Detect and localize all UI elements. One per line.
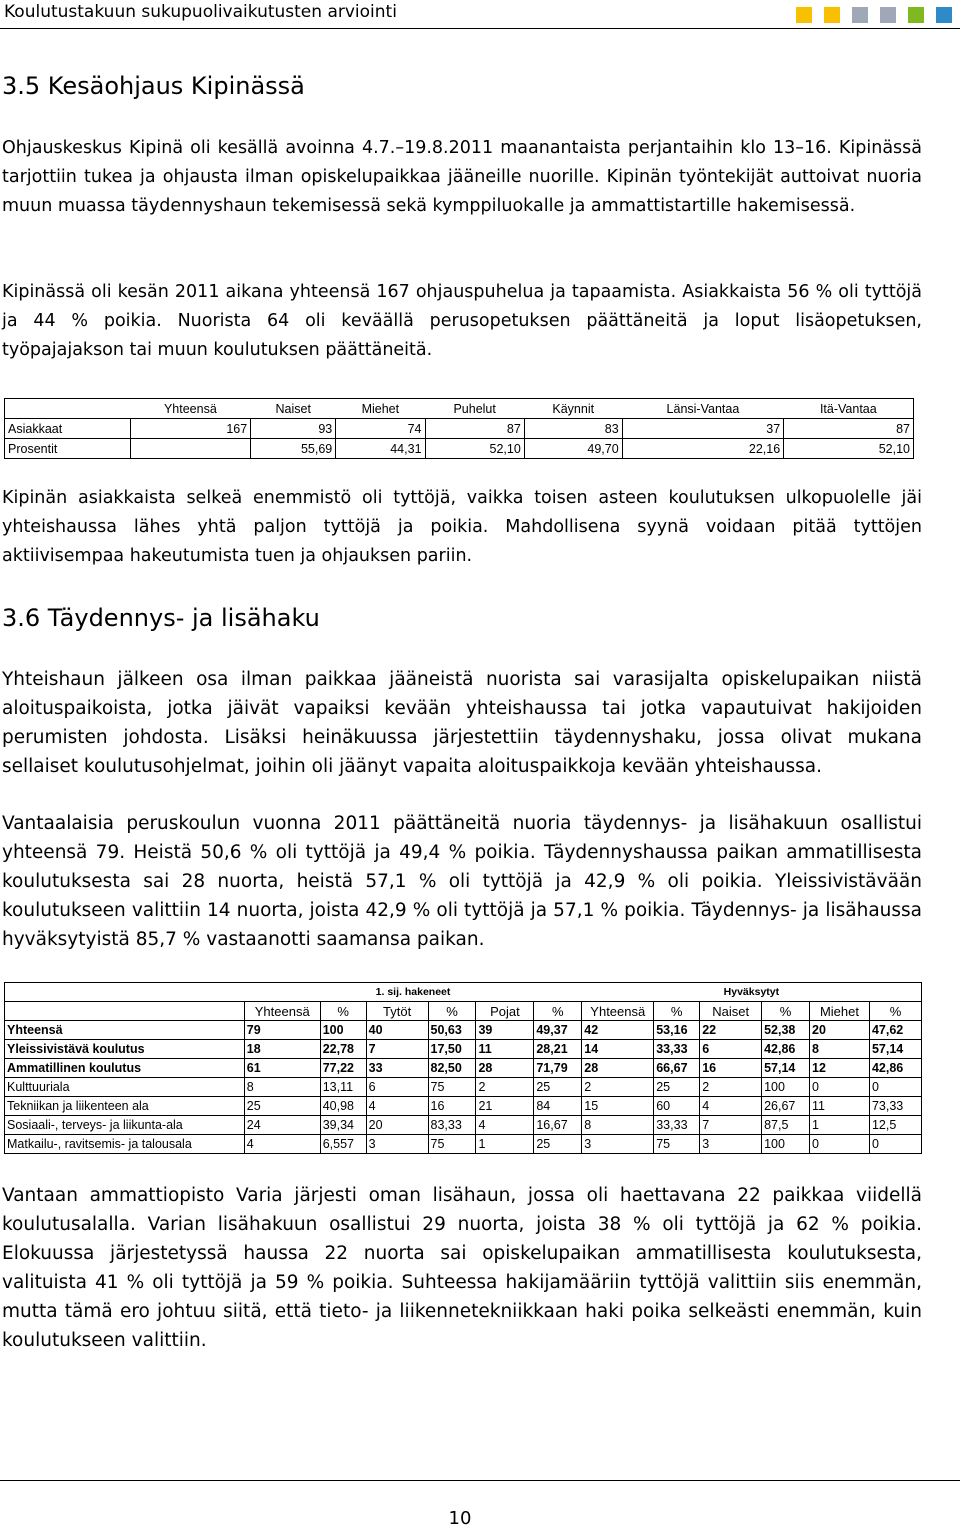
table-group-spacer: [5, 983, 245, 1002]
table-cell: 22: [700, 1021, 762, 1040]
table-header-cell: Länsi-Vantaa: [622, 399, 784, 419]
table-cell: 26,67: [762, 1097, 810, 1116]
table-cell: 16,67: [534, 1116, 582, 1135]
table-header-row: [5, 399, 914, 419]
kipina-stats-table: [4, 398, 914, 459]
table-cell: 57,14: [869, 1040, 921, 1059]
table-cell: 73,33: [869, 1097, 921, 1116]
table-cell: 42,86: [869, 1059, 921, 1078]
table-cell: 83,33: [428, 1116, 476, 1135]
table-cell: 33,33: [654, 1040, 700, 1059]
table-header-cell: Tytöt: [366, 1002, 428, 1021]
table-header-cell: Itä-Vantaa: [784, 399, 914, 419]
table-cell: 75: [428, 1135, 476, 1154]
table-cell: 25: [534, 1135, 582, 1154]
table-cell: 74: [336, 419, 425, 439]
table-cell: 100: [762, 1078, 810, 1097]
table-cell: 2: [700, 1078, 762, 1097]
section-heading-3-5: 3.5 Kesäohjaus Kipinässä: [2, 72, 305, 100]
table-group-header: Hyväksytyt: [582, 983, 922, 1002]
page-header: [0, 0, 960, 29]
table-cell: 15: [582, 1097, 654, 1116]
table-row: [5, 1116, 922, 1135]
table-cell: 17,50: [428, 1040, 476, 1059]
table-cell: 28: [476, 1059, 534, 1078]
table-cell: Prosentit: [5, 439, 131, 459]
table-cell: 42,86: [762, 1040, 810, 1059]
table-header-cell: Miehet: [810, 1002, 870, 1021]
table-cell: 167: [130, 419, 251, 439]
decor-square-4: [880, 7, 896, 23]
table-cell: 37: [622, 419, 784, 439]
table-cell: 47,62: [869, 1021, 921, 1040]
table-cell: 57,14: [762, 1059, 810, 1078]
table-cell: 4: [476, 1116, 534, 1135]
table-cell: 52,38: [762, 1021, 810, 1040]
table-cell: 6: [366, 1078, 428, 1097]
table-cell: 12,5: [869, 1116, 921, 1135]
decor-square-6: [936, 7, 952, 23]
table-group-header-row: [5, 983, 922, 1002]
table-cell: 84: [534, 1097, 582, 1116]
table-row-label: Kulttuuriala: [5, 1078, 245, 1097]
supplementary-application-table: [4, 982, 922, 1154]
table-cell: 87: [784, 419, 914, 439]
table-row: [5, 1040, 922, 1059]
paragraph: Yhteishaun jälkeen osa ilman paikkaa jääneistä nuorista sai varasijalta opiskelupaikan niistä aloituspaikoista, jotka jäivät vapaiksi kevään yhteishaussa tai jotka vapautuivat hakijoiden perumisten johdosta. Lisäksi heinäkuussa järjestettiin täydennyshaku, jossa olivat mukana sellaiset koulutusohjelmat, joihin oli jäänyt vapaita aloituspaikkoja kevään yhteishaussa.: [2, 669, 922, 777]
table-cell: 4: [366, 1097, 428, 1116]
table-row: [5, 1021, 922, 1040]
table-cell: 22,16: [622, 439, 784, 459]
table-header-cell: %: [320, 1002, 366, 1021]
table-cell: 49,37: [534, 1021, 582, 1040]
table-cell: 60: [654, 1097, 700, 1116]
table-cell: 53,16: [654, 1021, 700, 1040]
table-cell: 4: [244, 1135, 320, 1154]
table-cell: 100: [320, 1021, 366, 1040]
table-cell: 20: [810, 1021, 870, 1040]
table-cell: 24: [244, 1116, 320, 1135]
table-cell: 11: [476, 1040, 534, 1059]
table-cell: 0: [810, 1078, 870, 1097]
table-row-label: Ammatillinen koulutus: [5, 1059, 245, 1078]
table-cell: 39: [476, 1021, 534, 1040]
table-cell: 0: [810, 1135, 870, 1154]
table-cell: 0: [869, 1135, 921, 1154]
table-cell: 61: [244, 1059, 320, 1078]
section-heading-3-6: 3.6 Täydennys- ja lisähaku: [2, 604, 320, 632]
decor-square-3: [852, 7, 868, 23]
table-cell: 49,70: [524, 439, 622, 459]
table-cell: 44,31: [336, 439, 425, 459]
table-cell: 18: [244, 1040, 320, 1059]
table-header-cell: %: [762, 1002, 810, 1021]
document-title: Koulutustakuun sukupuolivaikutusten arviointi: [4, 2, 397, 22]
paragraph: Kipinän asiakkaista selkeä enemmistö oli tyttöjä, vaikka toisen asteen koulutuksen ulkopuolelle jäi yhteishaussa lähes yhtä paljon tyttöjä ja poikia. Mahdollisena syynä voidaan pitää tyttöjen aktiivisempaa hakeutumista tuen ja ohjauksen pariin.: [2, 488, 922, 566]
table-header-cell: [5, 399, 131, 419]
table-cell: 33,33: [654, 1116, 700, 1135]
table-cell: 2: [476, 1078, 534, 1097]
page-number: 10: [448, 1508, 472, 1529]
table-header-cell: Naiset: [700, 1002, 762, 1021]
table-row: [5, 1097, 922, 1116]
table-cell: Asiakkaat: [5, 419, 131, 439]
table-cell: 28,21: [534, 1040, 582, 1059]
table-group-header: 1. sij. hakeneet: [375, 986, 451, 998]
table-cell: 77,22: [320, 1059, 366, 1078]
table-cell: 25: [534, 1078, 582, 1097]
table-cell: 79: [244, 1021, 320, 1040]
header-decoration: [796, 7, 952, 23]
table-header-cell: Käynnit: [524, 399, 622, 419]
table-cell: 50,63: [428, 1021, 476, 1040]
table-row: [5, 419, 914, 439]
table-cell: 52,10: [784, 439, 914, 459]
paragraph: Ohjauskeskus Kipinä oli kesällä avoinna 4.7.–19.8.2011 maanantaista perjantaihin klo 13–16. Kipinässä tarjottiin tukea ja ohjausta ilman opiskelupaikkaa jääneille nuorille. Kipinän työntekijät auttoivat nuoria muun muassa täydennyshaun tekemisessä sekä kymppiluokalle ja ammattistartille hakemisessä.: [2, 138, 922, 216]
table-header-cell: Yhteensä: [582, 1002, 654, 1021]
table-header-cell: %: [428, 1002, 476, 1021]
table-header-cell: Pojat: [476, 1002, 534, 1021]
table-cell: 52,10: [425, 439, 524, 459]
table-cell: 40: [366, 1021, 428, 1040]
table-cell: 83: [524, 419, 622, 439]
table-cell: 3: [582, 1135, 654, 1154]
table-cell: 87,5: [762, 1116, 810, 1135]
table-cell: 2: [582, 1078, 654, 1097]
table-row-label: Tekniikan ja liikenteen ala: [5, 1097, 245, 1116]
table-header-cell: Yhteensä: [130, 399, 251, 419]
table-cell: 75: [654, 1135, 700, 1154]
table-header-cell: %: [654, 1002, 700, 1021]
table-cell: 82,50: [428, 1059, 476, 1078]
table-cell: 25: [654, 1078, 700, 1097]
table-cell: 16: [700, 1059, 762, 1078]
table-header-cell: Miehet: [336, 399, 425, 419]
table-header-cell: Yhteensä: [244, 1002, 320, 1021]
table-cell: 55,69: [251, 439, 336, 459]
footer-divider: [0, 1480, 960, 1481]
decor-square-2: [824, 7, 840, 23]
table-row: [5, 1078, 922, 1097]
table-cell: 8: [810, 1040, 870, 1059]
table-header-cell: %: [534, 1002, 582, 1021]
table-cell: 6,557: [320, 1135, 366, 1154]
table-header-row: [5, 1002, 922, 1021]
table-cell: 39,34: [320, 1116, 366, 1135]
table-row: [5, 439, 914, 459]
table-cell: 21: [476, 1097, 534, 1116]
table-row: [5, 1059, 922, 1078]
table-cell: 8: [244, 1078, 320, 1097]
table-header-cell: Naiset: [251, 399, 336, 419]
table-header-cell: Puhelut: [425, 399, 524, 419]
table-cell: 11: [810, 1097, 870, 1116]
table-cell: 93: [251, 419, 336, 439]
table-cell: 7: [700, 1116, 762, 1135]
table-cell: 7: [366, 1040, 428, 1059]
table-cell: 14: [582, 1040, 654, 1059]
table-cell: 22,78: [320, 1040, 366, 1059]
decor-square-5: [908, 7, 924, 23]
table-cell: 75: [428, 1078, 476, 1097]
table-cell: 42: [582, 1021, 654, 1040]
table-cell: 40,98: [320, 1097, 366, 1116]
decor-square-1: [796, 7, 812, 23]
table-row-label: Matkailu-, ravitsemis- ja talousala: [5, 1135, 245, 1154]
table-cell: 16: [428, 1097, 476, 1116]
table-cell: 71,79: [534, 1059, 582, 1078]
table-cell: 66,67: [654, 1059, 700, 1078]
table-cell: 3: [700, 1135, 762, 1154]
paragraph: Kipinässä oli kesän 2011 aikana yhteensä 167 ohjauspuhelua ja tapaamista. Asiakkaista 56 % oli tyttöjä ja 44 % poikia. Nuorista 64 oli keväällä perusopetuksen päättäneitä ja loput lisäopetuksen, työpajajakson tai muun koulutuksen päättäneitä.: [2, 282, 922, 360]
table-cell: 0: [869, 1078, 921, 1097]
table-row-label: Yhteensä: [5, 1021, 245, 1040]
table-cell: 33: [366, 1059, 428, 1078]
table-cell: 28: [582, 1059, 654, 1078]
table-cell: 1: [810, 1116, 870, 1135]
table-header-cell: [5, 1002, 245, 1021]
table-cell: 1: [476, 1135, 534, 1154]
table-cell: 20: [366, 1116, 428, 1135]
table-row-label: Yleissivistävä koulutus: [5, 1040, 245, 1059]
paragraph: Vantaan ammattiopisto Varia järjesti oman lisähaun, jossa oli haettavana 22 paikkaa viidellä koulutusalalla. Varian lisähakuun osallistui 29 nuorta, joista 38 % oli tyttöjä ja 62 % poikia. Elokuussa järjestetyssä haussa 22 nuorta sai opiskelupaikan ammatillisesta koulutuksesta, valituista 41 % oli tyttöjä ja 59 % poikia. Suhteessa hakijamääriin tyttöjä valittiin siis enemmän, mutta tämä ero johtuu siitä, että tieto- ja liikennetekniikkaan haki poika selkeästi enemmän, kuin koulutukseen valittiin.: [2, 1185, 922, 1351]
table-row-label: Sosiaali-, terveys- ja liikunta-ala: [5, 1116, 245, 1135]
table-cell: 13,11: [320, 1078, 366, 1097]
table-cell: 100: [762, 1135, 810, 1154]
table-cell: 12: [810, 1059, 870, 1078]
table-cell: 6: [700, 1040, 762, 1059]
table-cell: 87: [425, 419, 524, 439]
table-cell: 4: [700, 1097, 762, 1116]
table-body: [5, 1021, 922, 1154]
table-cell: [130, 439, 251, 459]
table-cell: 8: [582, 1116, 654, 1135]
table-cell: 3: [366, 1135, 428, 1154]
table-header-cell: %: [869, 1002, 921, 1021]
table-row: [5, 1135, 922, 1154]
paragraph: Vantaalaisia peruskoulun vuonna 2011 päättäneitä nuoria täydennys- ja lisähakuun osallistui yhteensä 79. Heistä 50,6 % oli tyttöjä ja 49,4 % poikia. Täydennyshaussa paikan ammatillisesta koulutuksesta sai 28 nuorta, heistä 57,1 % oli tyttöjä ja 42,9 % oli poikia. Yleissivistävään koulutukseen valittiin 14 nuorta, joista 42,9 % oli tyttöjä ja 57,1 % poikia. Täydennys- ja lisähaussa hyväksytyistä 85,7 % vastaanotti saamansa paikan.: [2, 813, 922, 950]
table-cell: 25: [244, 1097, 320, 1116]
